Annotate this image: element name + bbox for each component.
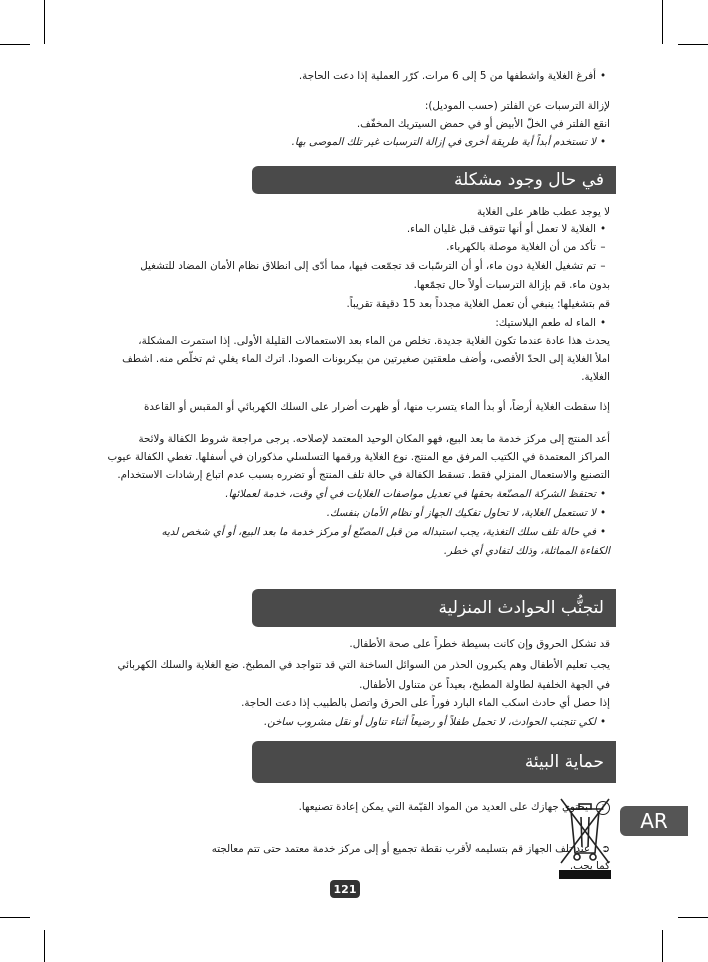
body-line: في الجهة الخلفية لطاولة المطبخ، بعيداً عن متناول الأطفال. [359, 679, 610, 691]
recycle-arrow-icon: ➲ [601, 843, 610, 855]
body-line: الكفاءة المماثلة، وذلك لتفادي أي خطر. [443, 545, 610, 557]
body-line: إذا حصل أي حادث اسكب الماء البارد فوراً على الحرق واتصل بالطبيب إذا دعت الحاجة. [241, 697, 610, 709]
language-tab: AR [620, 806, 688, 836]
body-line: – تم تشغيل الغلاية دون ماء، أو أن الترسّبات قد تجمّعت فيها، مما أدّى إلى انطلاق نظام الأمان المضاد للتشغيل [140, 260, 610, 272]
body-line: • في حالة تلف سلك التغذية، يجب استبداله من قبل المصنّع أو مركز خدمة ما بعد البيع، أو أي شخص لديه [162, 526, 611, 538]
body-line: أعد المنتج إلى مركز خدمة ما بعد البيع، فهو المكان الوحيد المعتمد لإصلاحه. يرجى مراجعة شروط الكفالة ولائحة [138, 433, 610, 445]
body-line: لا يوجد عطب ظاهر على الغلاية [477, 206, 610, 218]
crop-mark [662, 930, 663, 962]
body-line: املأ الغلاية إلى الحدّ الأقصى، وأضف ملعقتين صغيرتين من بيكربونات الصودا. اترك الماء يغلي ثم تخلّص منه. اشطف [122, 353, 610, 365]
section-banner-environment [252, 741, 616, 783]
crop-mark [678, 44, 708, 45]
section-title: في حال وجود مشكلة [453, 170, 604, 190]
body-line: • تحتفظ الشركة المصنّعة بحقها في تعديل مواصفات الغلايات في أي وقت، خدمة لعملائها. [225, 488, 610, 500]
body-line: قد تشكل الحروق وإن كانت بسيطة خطراً على صحة الأطفال. [349, 638, 610, 650]
intro-line: • أفرغ الغلاية واشطفها من 5 إلى 6 مرات. كرّر العملية إذا دعت الحاجة. [299, 70, 610, 82]
crop-mark [662, 0, 663, 44]
body-line: يجب تعليم الأطفال وهم يكبرون الحذر من السوائل الساخنة التي قد تتواجد في المطبخ. ضع الغلاية والسلك الكهربائي [117, 659, 610, 671]
body-line: • الغلاية لا تعمل أو أنها تتوقف قبل غليان الماء. [407, 223, 610, 235]
crop-mark [678, 917, 708, 918]
intro-line: لإزالة الترسبات عن الفلتر (حسب الموديل): [424, 100, 610, 112]
body-line: قم بتشغيلها: ينبغي أن تعمل الغلاية مجدداً بعد 15 دقيقة تقريباً. [346, 298, 610, 310]
body-text: يحتوي جهازك على العديد من المواد القيّمة التي يمكن إعادة تصنيعها. [298, 801, 588, 813]
body-line: • الماء له طعم البلاستيك: [495, 317, 610, 329]
body-line: كما يجب. [569, 860, 610, 872]
body-line: – تأكد من أن الغلاية موصلة بالكهرباء. [446, 241, 610, 253]
body-line: المراكز المعتمدة في الكتيب المرفق مع المنتج. نوع الغلاية ورقمها التسلسلي مذكوران في أسفلها. تغطي الكفالة عيوب [107, 451, 610, 463]
crop-mark [44, 0, 45, 44]
body-line: بدون ماء. قم بإزالة الترسبات أولاً حال تجمّعها. [413, 279, 610, 291]
intro-line: انقع الفلتر في الخلّ الأبيض أو في حمض السيتريك المخفّف. [356, 118, 610, 130]
page-number: 121 [330, 880, 360, 898]
info-icon: i [596, 801, 610, 815]
body-line: يحدث هذا عادة عندما تكون الغلاية جديدة. تخلص من الماء بعد الاستعمالات القليلة الأولى. إذا استمرت المشكلة، [138, 335, 610, 347]
body-line: الغلاية. [581, 371, 610, 383]
body-line: التصنيع والاستعمال المنزلي فقط. تسقط الكفالة في حالة تلف المنتج أو تضرره بسبب عدم اتباع إرشادات الاستخدام. [117, 469, 610, 481]
body-line: • لكي تتجنب الحوادث، لا تحمل طفلاً أو رضيعاً أثناء تناول أو نقل مشروب ساخن. [264, 716, 610, 728]
section-banner-accidents [252, 589, 616, 627]
body-line: إذا سقطت الغلاية أرضاً، أو بدأ الماء يتسرب منها، أو ظهرت أضرار على السلك الكهربائي أو المقبس أو القاعدة [144, 401, 610, 413]
crop-mark [0, 917, 30, 918]
body-line [299, 801, 610, 815]
crop-mark [0, 44, 30, 45]
section-title: لتجنُّب الحوادث المنزلية [438, 598, 604, 618]
intro-warning: • لا تستخدم أبداً أية طريقة أخرى في إزالة الترسبات غير تلك الموصى بها. [292, 136, 610, 148]
body-line: • لا تستعمل الغلاية، لا تحاول تفكيك الجهاز أو نظام الأمان بنفسك. [327, 507, 610, 519]
body-line [212, 843, 610, 855]
section-banner-problem [252, 166, 616, 194]
body-text: عند تلف الجهاز قم بتسليمه لأقرب نقطة تجميع أو إلى مركز خدمة معتمد حتى تتم معالجته [211, 843, 590, 855]
section-title: حماية البيئة [524, 752, 604, 772]
crop-mark [44, 930, 45, 962]
